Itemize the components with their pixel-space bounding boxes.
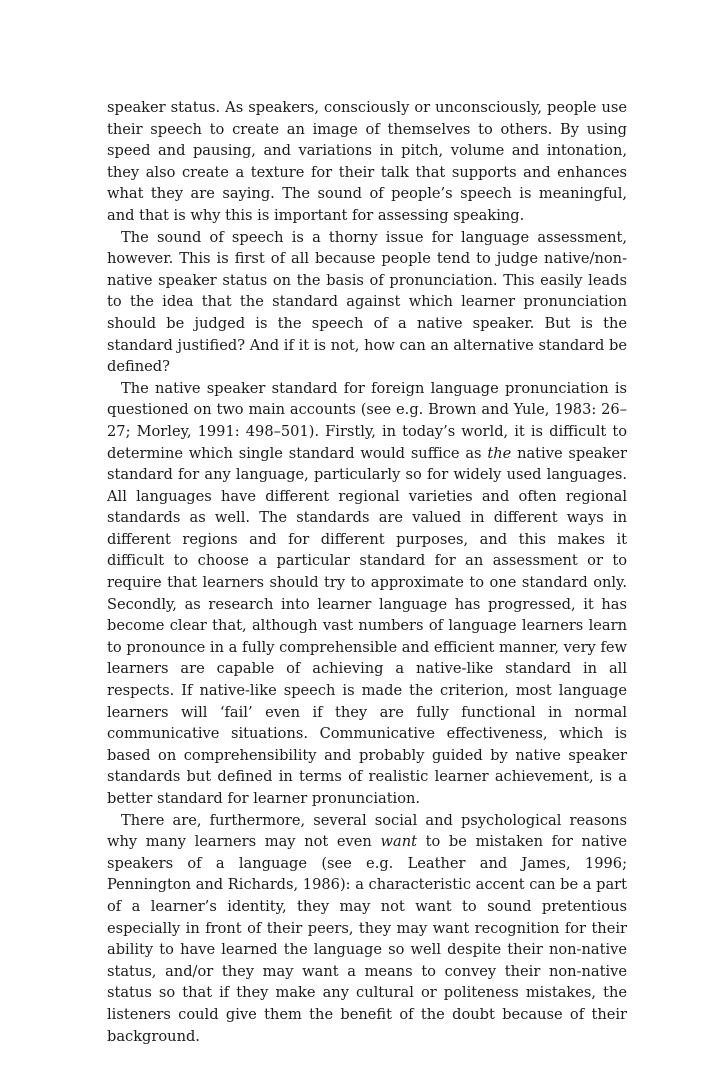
paragraph [107,810,627,1048]
paragraph [107,97,627,227]
paragraph [107,378,627,810]
paragraph-text: to be mistaken for native speakers of a language (see e.g. Leather and James, 1996; Pennington and Richards, 1986): a characteristic accent can be a part of a learner’s identity, they may not want to sound pretentious especially in front of their peers, they may want recognition for their ability to have learned the language so well despite their non-native status, and/or they may want a means to convey their non-native status so that if they make any cultural or politeness mistakes, the listeners could give them the benefit of the doubt because of their background. [107,833,627,1045]
body-text [107,97,627,1047]
paragraph [107,227,627,378]
emphasis-text: want [380,833,417,851]
paragraph-text: The native speaker standard for foreign language pronunciation is questioned on two main accounts (see e.g. Brown and Yule, 1983: 26–27; Morley, 1991: 498–501). Firstly, in today’s world, it is difficult to determine which single standard would suffice as [107,379,627,462]
paragraph-text: There are, furthermore, several social and psychological reasons why many learners may not even [107,811,627,851]
paragraph-text: The sound of speech is a thorny issue for language assessment, however. This is first of all because people tend to judge native/non-native speaker status on the basis of pronunciation. This easily leads to the idea that the standard against which learner pronunciation should be judged is the speech of a native speaker. But is the standard justified? And if it is not, how can an alternative standard be defined? [107,228,627,376]
paragraph-text: speaker status. As speakers, consciously or unconsciously, people use their speech to create an image of themselves to others. By using speed and pausing, and variations in pitch, volume and intonation, they also create a texture for their talk that supports and enhances what they are saying. The sound of people’s speech is meaningful, and that is why this is important for assessing speaking. [107,99,627,224]
paragraph-text: native speaker standard for any language, particularly so for widely used languages. All languages have different regional varieties and often regional standards as well. The standards are valued in different ways in different regions and for different purposes, and this makes it difficult to choose a particular standard for an assessment or to require that learners should try to approximate to one standard only. Secondly, as research into learner language has progressed, it has become clear that, although vast numbers of language learners learn to pronounce in a fully comprehensible and efficient manner, very few learners are capable of achieving a native-like standard in all respects. If native-like speech is made the criterion, most language learners will ‘fail’ even if they are fully functional in normal communicative situations. Communicative effectiveness, which is based on comprehensibility and probably guided by native speaker standards but defined in terms of realistic learner achievement, is a better standard for learner pronunciation. [107,444,628,807]
emphasis-text: the [487,444,512,462]
